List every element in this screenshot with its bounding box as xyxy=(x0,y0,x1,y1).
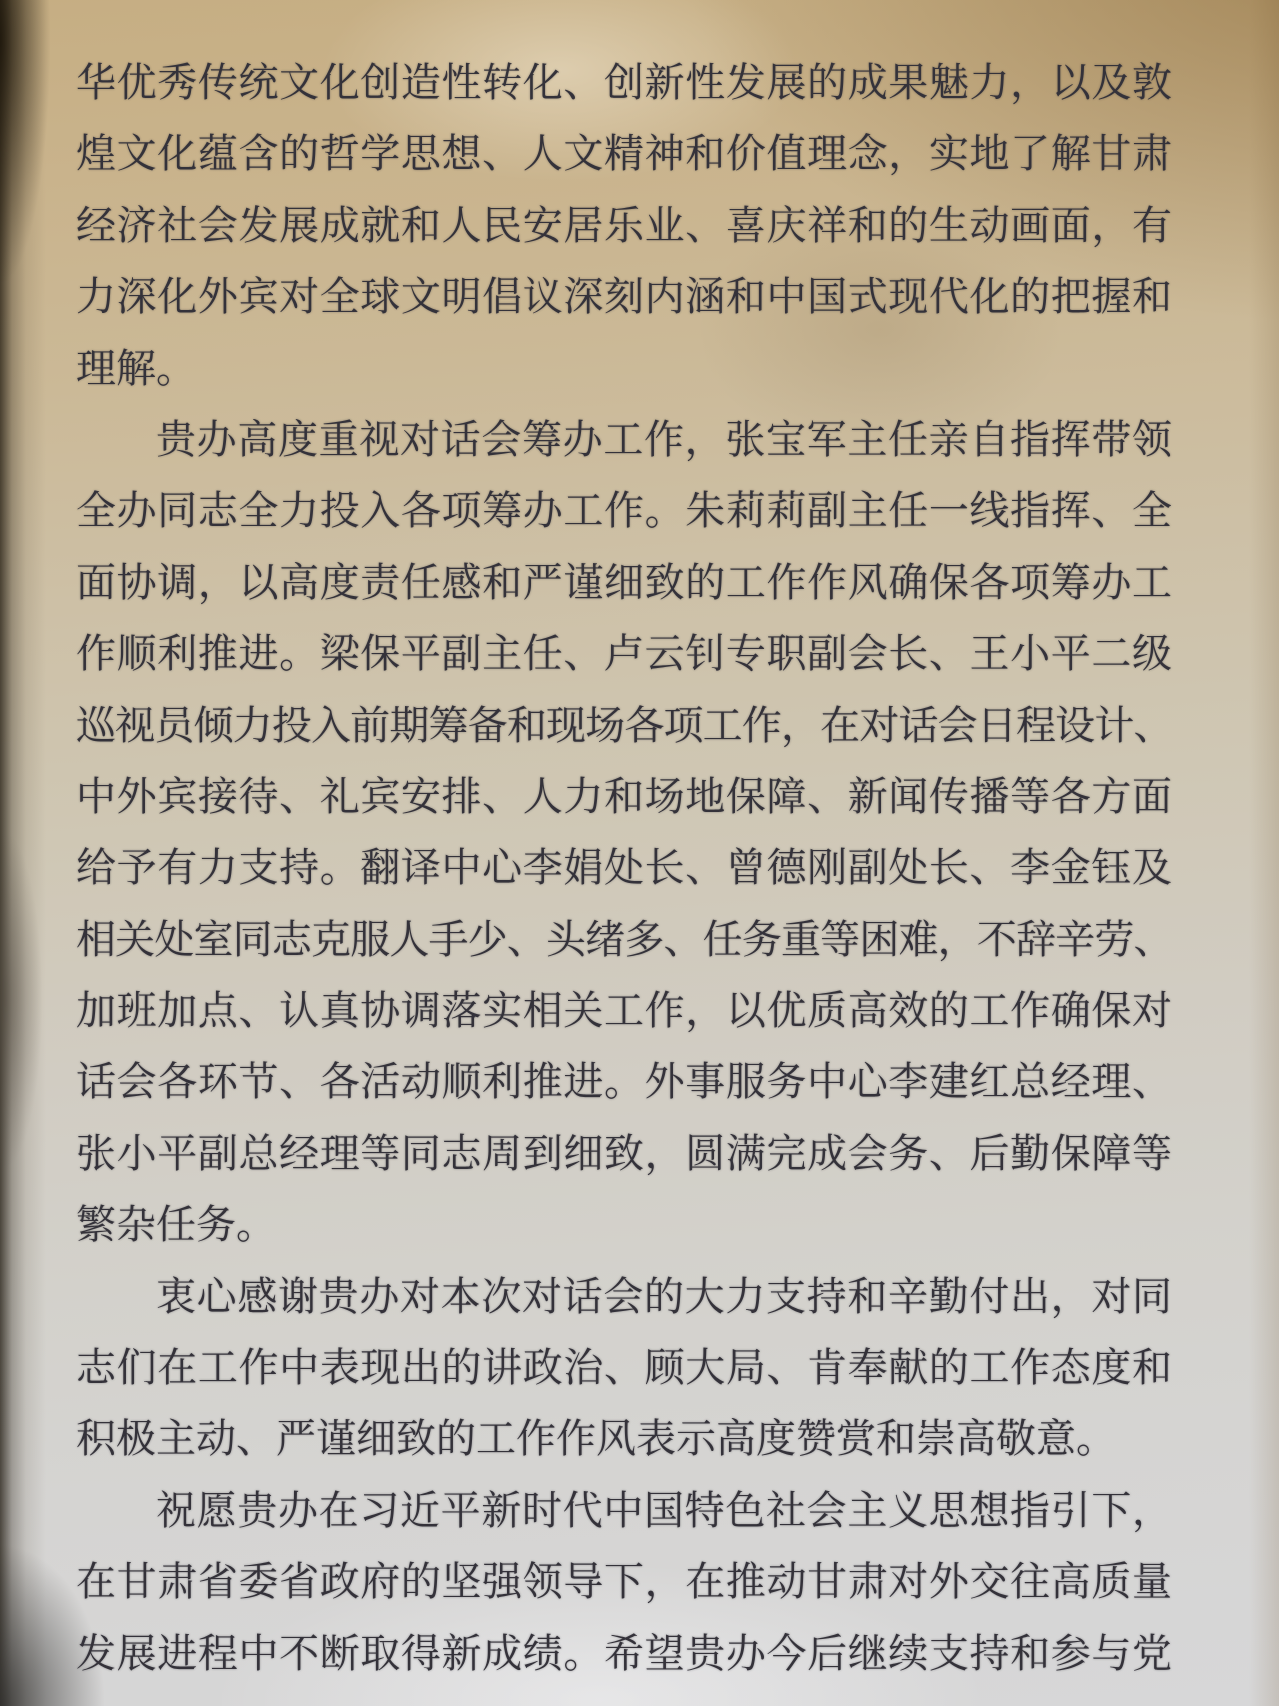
text-line: 煌文化蕴含的哲学思想、人文精神和价值理念，实地了解甘肃 xyxy=(76,131,1172,177)
text-line: 中外宾接待、礼宾安排、人力和场地保障、新闻传播等各方面 xyxy=(76,773,1172,819)
text-line: 祝愿贵办在习近平新时代中国特色社会主义思想指引下， xyxy=(156,1487,1172,1533)
text-line: 在甘肃省委省政府的坚强领导下，在推动甘肃对外交往高质量 xyxy=(76,1559,1172,1605)
text-line: 巡视员倾力投入前期筹备和现场各项工作，在对话会日程设计、 xyxy=(76,702,1172,748)
text-line: 相关处室同志克服人手少、头绪多、任务重等困难，不辞辛劳、 xyxy=(76,916,1172,962)
text-line: 张小平副总经理等同志周到细致，圆满完成会务、后勤保障等 xyxy=(76,1130,1172,1176)
text-line: 加班加点、认真协调落实相关工作，以优质高效的工作确保对 xyxy=(76,988,1172,1034)
letter-body xyxy=(76,47,1172,1689)
text-line: 力深化外宾对全球文明倡议深刻内涵和中国式现代化的把握和 xyxy=(76,274,1172,320)
text-line: 给予有力支持。翻译中心李娟处长、曾德刚副处长、李金钰及 xyxy=(76,845,1172,891)
text-line: 话会各环节、各活动顺利推进。外事服务中心李建红总经理、 xyxy=(76,1059,1172,1105)
text-line: 衷心感谢贵办对本次对话会的大力支持和辛勤付出，对同 xyxy=(156,1273,1172,1319)
text-line: 积极主动、严谨细致的工作作风表示高度赞赏和崇高敬意。 xyxy=(76,1416,1116,1462)
text-line: 贵办高度重视对话会筹办工作，张宝军主任亲自指挥带领 xyxy=(156,416,1172,462)
text-line: 理解。 xyxy=(76,345,196,391)
text-line: 面协调，以高度责任感和严谨细致的工作作风确保各项筹办工 xyxy=(76,559,1172,605)
text-line: 经济社会发展成就和人民安居乐业、喜庆祥和的生动画面，有 xyxy=(76,202,1172,248)
text-line: 作顺利推进。梁保平副主任、卢云钊专职副会长、王小平二级 xyxy=(76,631,1172,677)
text-line: 全办同志全力投入各项筹办工作。朱莉莉副主任一线指挥、全 xyxy=(76,488,1172,534)
text-line: 繁杂任务。 xyxy=(76,1202,276,1248)
text-line: 发展进程中不断取得新成绩。希望贵办今后继续支持和参与党 xyxy=(76,1630,1172,1676)
text-line: 志们在工作中表现出的讲政治、顾大局、肯奉献的工作态度和 xyxy=(76,1345,1172,1391)
text-line: 华优秀传统文化创造性转化、创新性发展的成果魅力，以及敦 xyxy=(76,60,1172,105)
